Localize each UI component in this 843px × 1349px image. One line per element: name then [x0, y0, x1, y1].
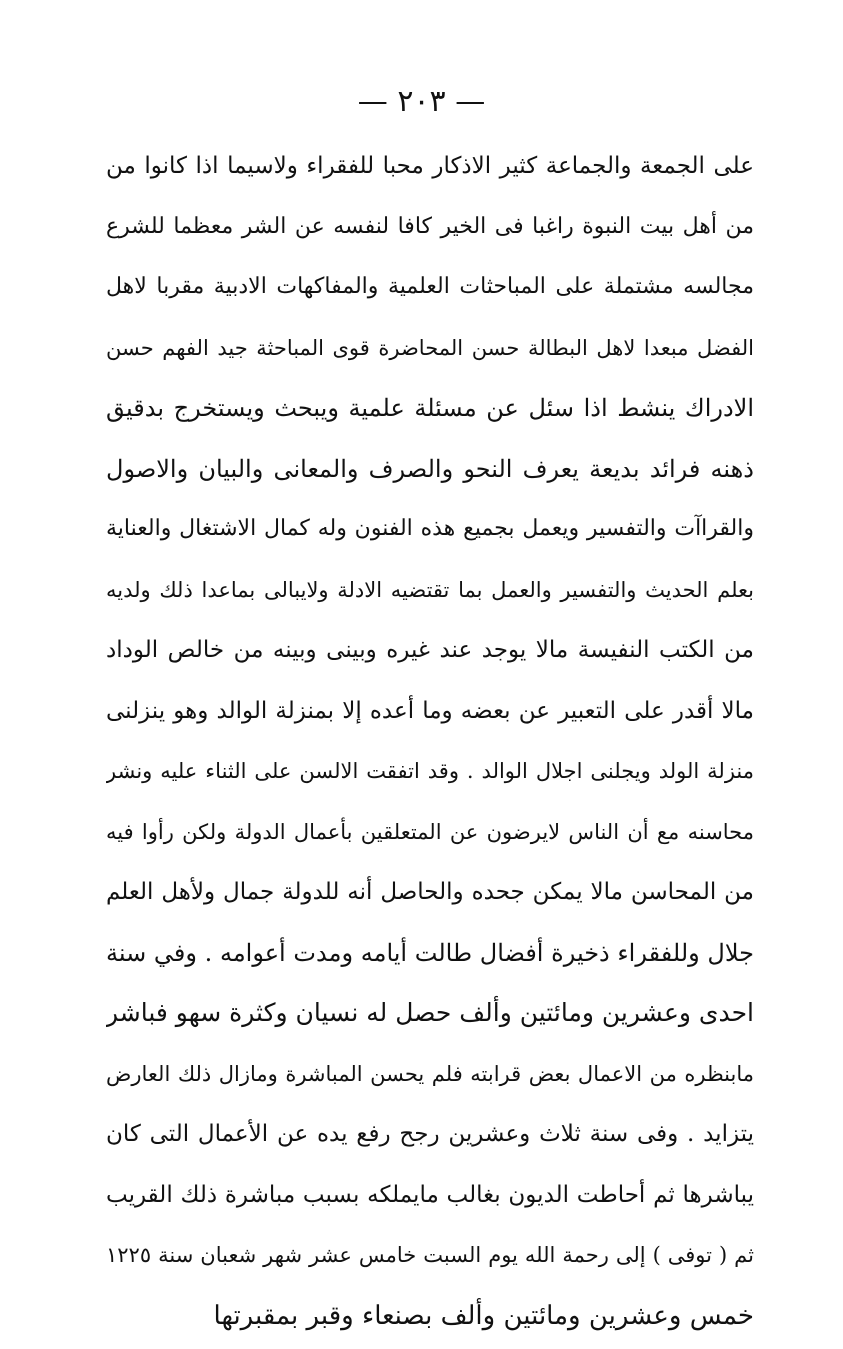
- text-line: من أهل بيت النبوة راغبا فى الخير كافا لنفسه عن الشر معظما للشرع: [106, 213, 754, 239]
- text-line: خمس وعشرين ومائتين وألف بصنعاء وقبر بمقبرتها: [213, 1300, 754, 1331]
- text-line: يتزايد . وفى سنة ثلاث وعشرين رجح رفع يده عن الأعمال التى كان: [106, 1121, 754, 1147]
- page-number: — ٢٠٣ —: [357, 84, 486, 119]
- text-line: مابنظره من الاعمال بعض قرابته فلم يحسن المباشرة ومازال ذلك العارض: [106, 1061, 754, 1086]
- text-line: جلال وللفقراء ذخيرة أفضال طالت أيامه ومدت أعوامه . وفي سنة: [106, 938, 754, 967]
- text-line: مجالسه مشتملة على المباحثات العلمية والمفاكهات الادبية مقربا لاهل: [106, 274, 754, 299]
- text-line: مالا أقدر على التعبير عن بعضه وما أعده إلا بمنزلة الوالد وهو ينزلنى: [106, 697, 754, 724]
- text-line: يباشرها ثم أحاطت الديون بغالب مايملكه بسبب مباشرة ذلك القريب: [106, 1181, 754, 1208]
- text-line: الفضل مبعدا لاهل البطالة حسن المحاضرة قوى المباحثة جيد الفهم حسن: [106, 335, 754, 360]
- text-line: على الجمعة والجماعة كثير الاذكار محبا للفقراء ولاسيما اذا كانوا من: [106, 153, 754, 179]
- text-line: احدى وعشرين ومائتين وألف حصل له نسيان وكثرة سهو فباشر: [106, 998, 754, 1027]
- body-text: [106, 136, 754, 1346]
- text-line: ثم ( توفى ) إلى رحمة الله يوم السبت خامس عشر شهر شعبان سنة ١٢٢٥: [106, 1243, 754, 1267]
- text-line: من المحاسن مالا يمكن جحده والحاصل أنه للدولة جمال ولأهل العلم: [106, 879, 754, 905]
- text-line: الادراك ينشط اذا سئل عن مسئلة علمية ويبحث ويستخرج بدقيق: [106, 394, 754, 422]
- text-line: بعلم الحديث والتفسير والعمل بما تقتضيه الادلة ولايبالى بماعدا ذلك ولديه: [106, 577, 754, 602]
- text-line: ذهنه فرائد بديعة يعرف النحو والصرف والمعانى والبيان والاصول: [106, 454, 754, 483]
- text-line: منزلة الولد ويجلنى اجلال الوالد . وقد اتفقت الالسن على الثناء عليه ونشر: [106, 759, 754, 783]
- text-line: محاسنه مع أن الناس لايرضون عن المتعلقين بأعمال الدولة ولكن رأوا فيه: [106, 819, 754, 844]
- text-line: من الكتب النفيسة مالا يوجد عند غيره وبينى وبينه من خالص الوداد: [106, 637, 754, 663]
- text-line: والقراآت والتفسير ويعمل بجميع هذه الفنون وله كمال الاشتغال والعناية: [106, 516, 754, 541]
